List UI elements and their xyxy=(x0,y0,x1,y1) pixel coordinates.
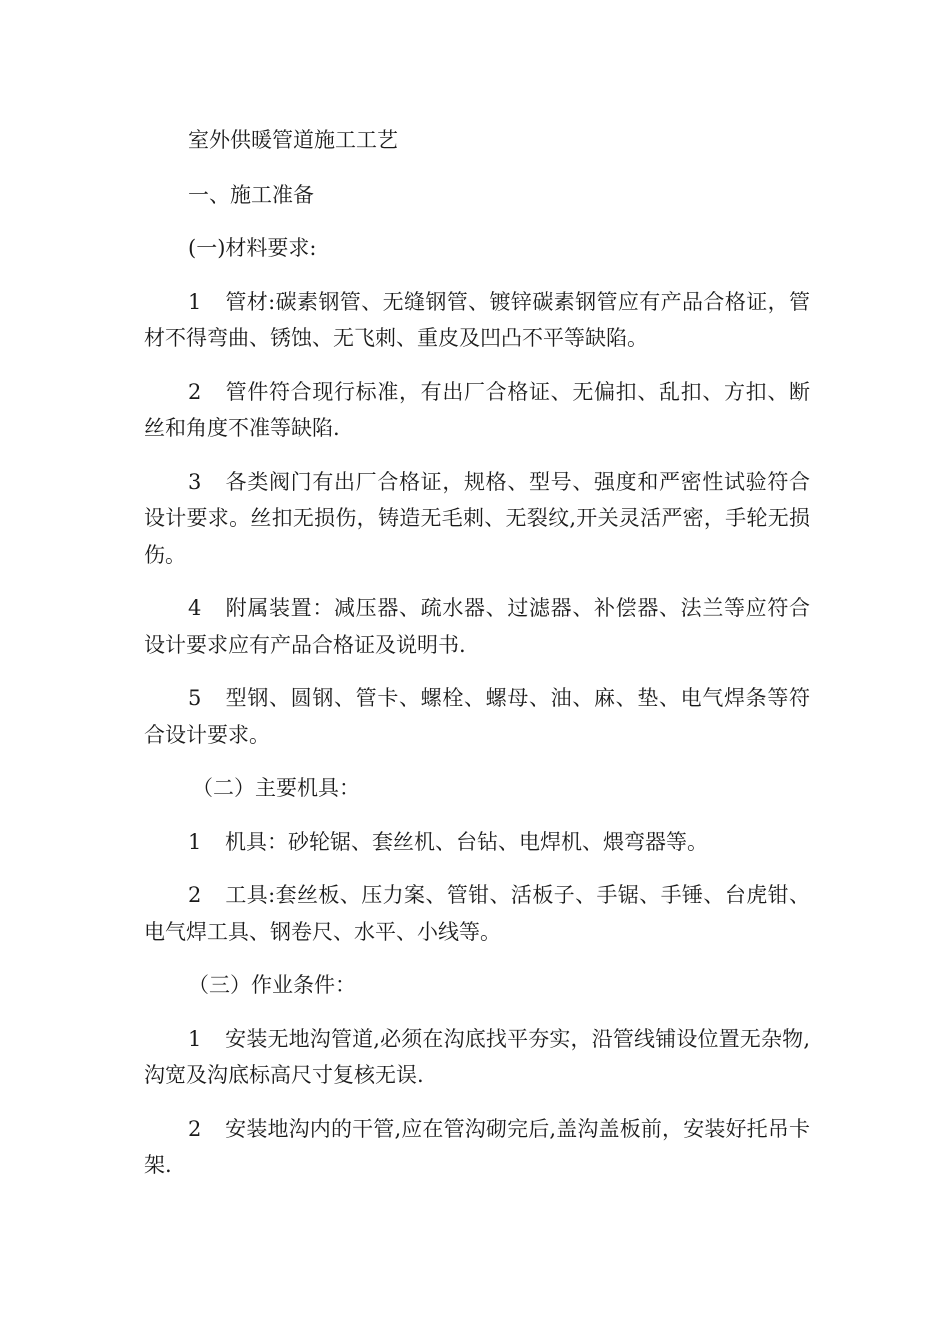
condition-item-1 xyxy=(144,1021,810,1094)
document-body xyxy=(144,122,810,1201)
material-item-5 xyxy=(144,680,810,753)
item-number: 3 xyxy=(188,469,202,494)
condition-item-2 xyxy=(144,1111,810,1184)
item-text: 工具:套丝板、压力案、管钳、活板子、手锯、手锤、台虎钳、电气焊工具、钢卷尺、水平、小线等。 xyxy=(144,883,810,944)
subsection-heading-conditions: （三）作业条件： xyxy=(188,973,356,997)
item-number: 2 xyxy=(188,1116,202,1141)
item-text: 管件符合现行标准，有出厂合格证、无偏扣、乱扣、方扣、断丝和角度不准等缺陷. xyxy=(144,379,810,440)
material-item-2 xyxy=(144,374,810,447)
material-item-4 xyxy=(144,590,810,663)
item-text: 机具：砂轮锯、套丝机、台钻、电焊机、煨弯器等。 xyxy=(225,829,708,854)
tool-item-2 xyxy=(144,877,810,950)
item-text: 安装无地沟管道,必须在沟底找平夯实，沿管线铺设位置无杂物,沟宽及沟底标高尺寸复核无误. xyxy=(144,1026,810,1087)
subsection-heading-tools: （二）主要机具： xyxy=(192,776,360,800)
material-item-3 xyxy=(144,464,810,574)
item-number: 1 xyxy=(188,829,202,854)
material-item-1 xyxy=(144,284,810,357)
section-heading: 一、施工准备 xyxy=(188,182,314,207)
item-text: 管材:碳素钢管、无缝钢管、镀锌碳素钢管应有产品合格证，管材不得弯曲、锈蚀、无飞刺、重皮及凹凸不平等缺陷。 xyxy=(144,289,810,350)
item-number: 4 xyxy=(188,596,202,620)
item-number: 1 xyxy=(188,289,202,314)
document-title: 室外供暖管道施工工艺 xyxy=(188,128,398,152)
tool-item-1 xyxy=(144,824,810,861)
item-number: 5 xyxy=(188,686,202,710)
item-text: 安装地沟内的干管,应在管沟砌完后,盖沟盖板前，安装好托吊卡架. xyxy=(144,1116,810,1177)
item-number: 1 xyxy=(188,1026,202,1051)
subsection-heading-materials: (一)材料要求: xyxy=(188,236,317,260)
item-number: 2 xyxy=(188,379,202,404)
item-text: 型钢、圆钢、管卡、螺栓、螺母、油、麻、垫、电气焊条等符合设计要求。 xyxy=(144,686,810,747)
item-number: 2 xyxy=(188,883,202,907)
item-text: 附属装置：减压器、疏水器、过滤器、补偿器、法兰等应符合设计要求应有产品合格证及说明书. xyxy=(144,596,810,657)
item-text: 各类阀门有出厂合格证，规格、型号、强度和严密性试验符合设计要求。丝扣无损伤，铸造无毛刺、无裂纹,开关灵活严密，手轮无损伤。 xyxy=(144,469,810,567)
